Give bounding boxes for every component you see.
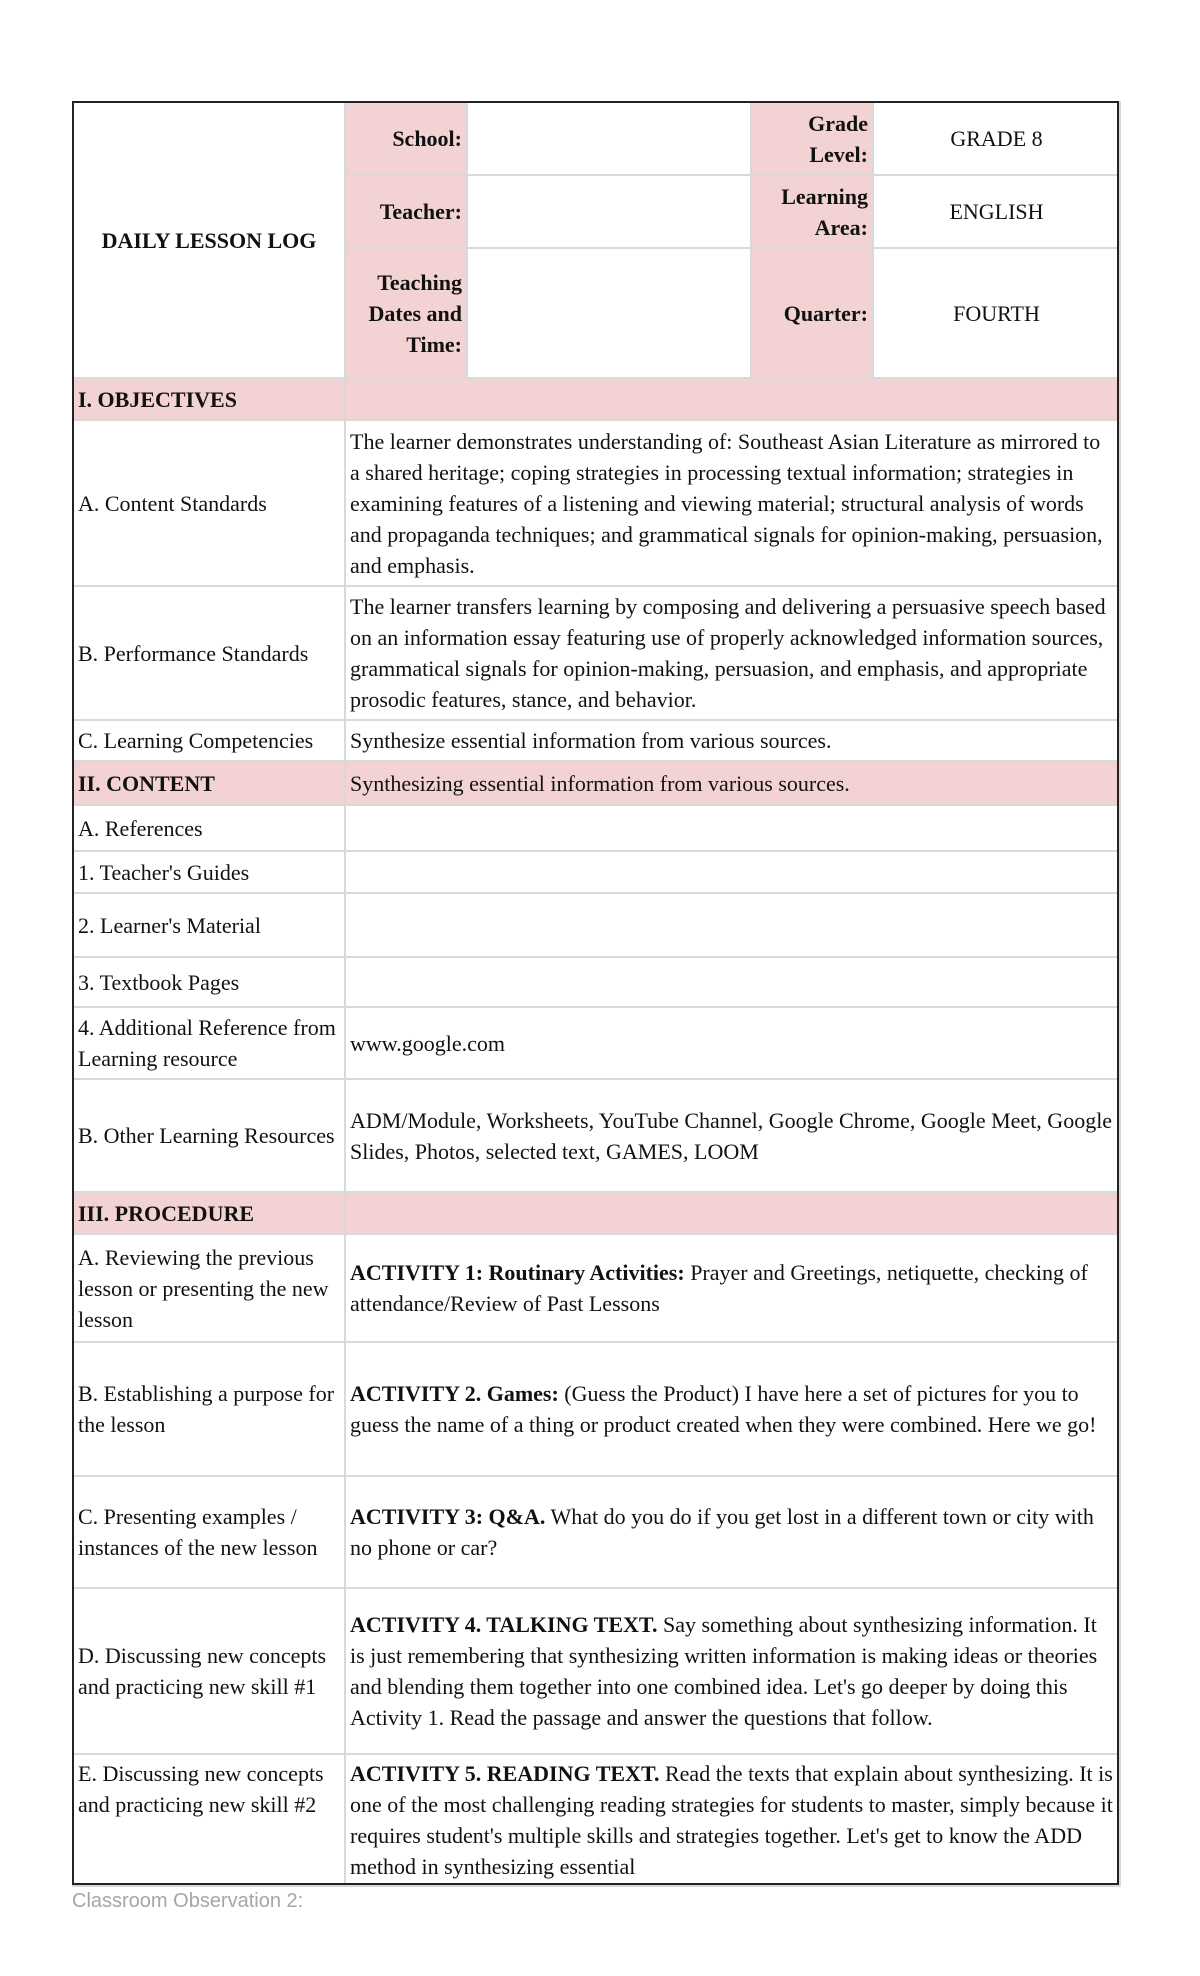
teacher-field[interactable] (467, 175, 751, 248)
grade-level-value: GRADE 8 (873, 102, 1120, 175)
procedure-b-label: B. Establishing a purpose for the lesson (73, 1342, 345, 1476)
procedure-e-label: E. Discussing new concepts and practicing new skill #2 (73, 1754, 345, 1886)
activity-4-body: Say something about synthesizing information. It is just remembering that synthesizing written information is making ideas or theories and blending them together into one combined idea. Let's go deeper by doing this Activity 1. Read the passage and answer the questions that follow. (350, 1612, 1098, 1730)
procedure-heading: III. PROCEDURE (73, 1192, 345, 1234)
quarter-label: Quarter: (751, 248, 873, 378)
performance-standards-label: B. Performance Standards (73, 586, 345, 720)
procedure-a-label: A. Reviewing the previous lesson or presenting the new lesson (73, 1234, 345, 1342)
teacher-label: Teacher: (345, 175, 467, 248)
additional-reference-label: 4. Additional Reference from Learning resource (73, 1007, 345, 1079)
activity-5-body: Read the texts that explain about synthesizing. It is one of the most challenging reading strategies for students to master, simply because it requires student's multiple skills and strategies together. Let's get to know the ADD method in synthesizing essential (350, 1761, 1113, 1879)
teaching-dates-label: Teaching Dates and Time: (345, 248, 467, 378)
learning-competencies-label: C. Learning Competencies (73, 720, 345, 761)
content-heading: II. CONTENT (73, 761, 345, 805)
additional-reference-link[interactable]: www.google.com (345, 1007, 1120, 1079)
references-value (345, 805, 1120, 851)
objectives-heading-fill (345, 378, 1120, 420)
procedure-c-text (345, 1476, 1120, 1588)
procedure-e-text (345, 1754, 1120, 1886)
lesson-log-table (72, 101, 1121, 1887)
content-standards-label: A. Content Standards (73, 420, 345, 586)
procedure-d-text (345, 1588, 1120, 1754)
learning-competencies-text: Synthesize essential information from various sources. (345, 720, 1120, 761)
learning-area-value: ENGLISH (873, 175, 1120, 248)
activity-1-title: ACTIVITY 1: Routinary Activities: (350, 1260, 685, 1285)
teaching-dates-field[interactable] (467, 248, 751, 378)
objectives-heading: I. OBJECTIVES (73, 378, 345, 420)
lesson-log-sheet (72, 101, 1119, 1885)
other-resources-label: B. Other Learning Resources (73, 1079, 345, 1192)
activity-3-title: ACTIVITY 3: Q&A. (350, 1504, 546, 1529)
other-resources-text: ADM/Module, Worksheets, YouTube Channel, Google Chrome, Google Meet, Google Slides, Photos, selected text, GAMES, LOOM (345, 1079, 1120, 1192)
activity-2-body: (Guess the Product) I have here a set of pictures for you to guess the name of a thing or product created when they were combined. Here we go! (350, 1381, 1097, 1437)
teachers-guides-label: 1. Teacher's Guides (73, 851, 345, 893)
textbook-pages-value (345, 957, 1120, 1007)
footer-note: Classroom Observation 2: (72, 1890, 304, 1912)
content-value: Synthesizing essential information from various sources. (345, 761, 1120, 805)
procedure-c-label: C. Presenting examples / instances of the new lesson (73, 1476, 345, 1588)
activity-1-body: Prayer and Greetings, netiquette, checking of attendance/Review of Past Lessons (350, 1260, 1088, 1316)
performance-standards-text: The learner transfers learning by composing and delivering a persuasive speech based on an information essay featuring use of properly acknowledged information sources, grammatical signals for opinion-making, persuasion, and emphasis, and appropriate prosodic features, stance, and behavior. (345, 586, 1120, 720)
procedure-d-label: D. Discussing new concepts and practicing new skill #1 (73, 1588, 345, 1754)
procedure-a-text (345, 1234, 1120, 1342)
school-field[interactable] (467, 102, 751, 175)
content-standards-text: The learner demonstrates understanding of: Southeast Asian Literature as mirrored to a shared heritage; coping strategies in processing textual information; strategies in examining features of a listening and viewing material; structural analysis of words and propaganda techniques; and grammatical signals for opinion-making, persuasion, and emphasis. (345, 420, 1120, 586)
learning-area-label: Learning Area: (751, 175, 873, 248)
textbook-pages-label: 3. Textbook Pages (73, 957, 345, 1007)
learners-material-label: 2. Learner's Material (73, 893, 345, 957)
activity-5-title: ACTIVITY 5. READING TEXT. (350, 1761, 660, 1786)
activity-4-title: ACTIVITY 4. TALKING TEXT. (350, 1612, 658, 1637)
procedure-heading-fill (345, 1192, 1120, 1234)
teachers-guides-value (345, 851, 1120, 893)
activity-2-title: ACTIVITY 2. Games: (350, 1381, 559, 1406)
learners-material-value (345, 893, 1120, 957)
references-label: A. References (73, 805, 345, 851)
procedure-b-text (345, 1342, 1120, 1476)
doc-title: DAILY LESSON LOG (73, 102, 345, 378)
school-label: School: (345, 102, 467, 175)
activity-3-body: What do you do if you get lost in a different town or city with no phone or car? (350, 1504, 1094, 1560)
quarter-value: FOURTH (873, 248, 1120, 378)
grade-level-label: Grade Level: (751, 102, 873, 175)
